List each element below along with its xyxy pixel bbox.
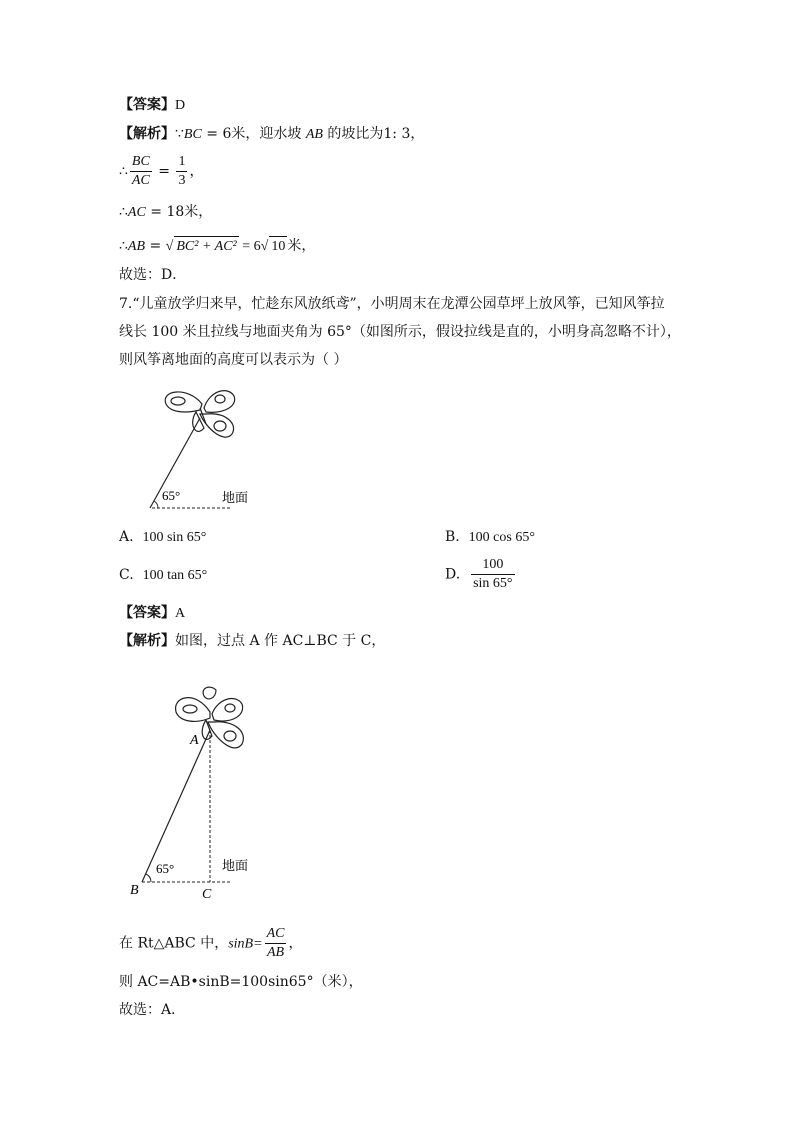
- q6-frac-den: 3: [178, 173, 186, 188]
- q6-radicand-2: 10: [269, 236, 287, 257]
- q6-ac: AC: [127, 205, 146, 220]
- point-b-label: B: [130, 883, 139, 898]
- q6-eq: =: [145, 238, 166, 254]
- q6-bc: BC: [183, 127, 202, 142]
- q6-fraction-1-3: [176, 153, 187, 190]
- kite-icon: [165, 391, 235, 437]
- q6-therefore-symbol: ∴: [119, 163, 128, 180]
- q6-answer-label: 【答案】: [119, 97, 175, 113]
- q7-fraction-ac-ab: [265, 925, 287, 962]
- q7-conclusion: 故选：A．: [119, 1002, 186, 1018]
- q6-analysis-line-1: [119, 124, 424, 145]
- q7-figure-triangle: [124, 684, 264, 906]
- ground-label: 地面: [222, 858, 249, 873]
- q6-frac-num: 1: [176, 153, 187, 172]
- q6-conclusion: 故选：D．: [119, 267, 187, 283]
- q7-stem-line-3: 则风筝离地面的高度可以表示为（ ）: [119, 352, 348, 368]
- q6-text: 的坡比为1: 3，: [322, 126, 425, 142]
- q7-stem-line-1: 7.“儿童放学归来早，忙趁东风放纸鸢”，小明周末在龙潭公园草坪上放风筝，已知风筝拉: [119, 296, 665, 312]
- point-a-label: A: [190, 733, 199, 748]
- angle-arc: [154, 501, 158, 508]
- q6-text: 米，: [287, 238, 316, 254]
- q6-ab: AB: [305, 127, 323, 142]
- q7-analysis-line-3: 则 AC=AB•sinB=100sin65°（米），: [119, 974, 363, 990]
- option-d-label: D.: [445, 566, 461, 583]
- q7-text: ，: [288, 935, 303, 952]
- q6-text: = 6米，迎水坡: [201, 126, 306, 142]
- q6-therefore-symbol: ∴: [119, 204, 128, 220]
- option-c: [119, 565, 207, 586]
- option-c-label: C.: [119, 567, 134, 583]
- q7-answer-line: [119, 603, 185, 624]
- option-c-text: 100 tan 65°: [142, 568, 208, 583]
- q6-eq: =: [153, 163, 175, 180]
- q7-stem-line-2: 线长 100 米且拉线与地面夹角为 65°（如图所示，假设拉线是直的，小明身高忽略不计），: [119, 324, 681, 340]
- q6-answer-line: [119, 95, 185, 116]
- option-a: [119, 527, 206, 548]
- q6-fraction-bc-ac: [130, 153, 152, 190]
- angle-label: 65°: [162, 488, 181, 503]
- q7-text: 在 Rt△ABC 中，: [119, 935, 229, 952]
- q6-because-symbol: ∵: [175, 126, 184, 142]
- q7-analysis-line-1: [119, 631, 385, 651]
- q6-frac-num: BC: [130, 153, 152, 172]
- q6-analysis-line-2: [119, 153, 203, 190]
- q6-therefore-symbol: ∴: [119, 238, 128, 254]
- option-b-text: 100 cos 65°: [468, 530, 535, 545]
- q6-analysis-line-3: [119, 202, 212, 223]
- q7-figure-kite: [140, 384, 280, 514]
- q6-sqrt-sign: √: [165, 239, 174, 254]
- q7-analysis-line-2: [119, 925, 302, 962]
- q7-analysis-text: 如图，过点 A 作 AC⊥BC 于 C，: [175, 633, 386, 649]
- segment-ab: [142, 730, 210, 882]
- q6-sqrt-sign-2: √: [260, 239, 269, 254]
- option-d-num: 100: [471, 556, 514, 575]
- option-a-text: 100 sin 65°: [142, 530, 207, 545]
- q7-answer-value: A: [175, 606, 186, 621]
- q7-answer-label: 【答案】: [119, 605, 175, 621]
- ground-label: 地面: [222, 490, 249, 505]
- point-c-label: C: [202, 887, 212, 902]
- q7-frac-den: AB: [266, 945, 285, 960]
- q6-analysis-label: 【解析】: [119, 126, 175, 142]
- option-a-label: A.: [119, 529, 134, 545]
- angle-arc: [146, 874, 151, 882]
- option-b: [445, 527, 535, 548]
- kite-icon: [176, 687, 244, 748]
- q7-sin: sinB=: [228, 936, 263, 952]
- q7-analysis-label: 【解析】: [119, 633, 175, 649]
- angle-label: 65°: [156, 861, 175, 876]
- q6-text: = 18米，: [145, 204, 213, 220]
- q6-answer-value: D: [175, 98, 186, 113]
- q6-text: ，: [189, 163, 204, 180]
- q6-ab: AB: [127, 239, 146, 254]
- q6-frac-den: AC: [131, 173, 150, 188]
- option-d-den: sin 65°: [473, 576, 513, 591]
- q6-analysis-line-4: [119, 236, 315, 257]
- q6-radicand: BC² + AC²: [174, 236, 238, 257]
- option-b-label: B.: [445, 529, 460, 545]
- option-d-fraction: [471, 556, 514, 593]
- q6-result: = 6: [238, 239, 261, 254]
- q7-frac-num: AC: [265, 925, 287, 944]
- option-d: [445, 556, 517, 593]
